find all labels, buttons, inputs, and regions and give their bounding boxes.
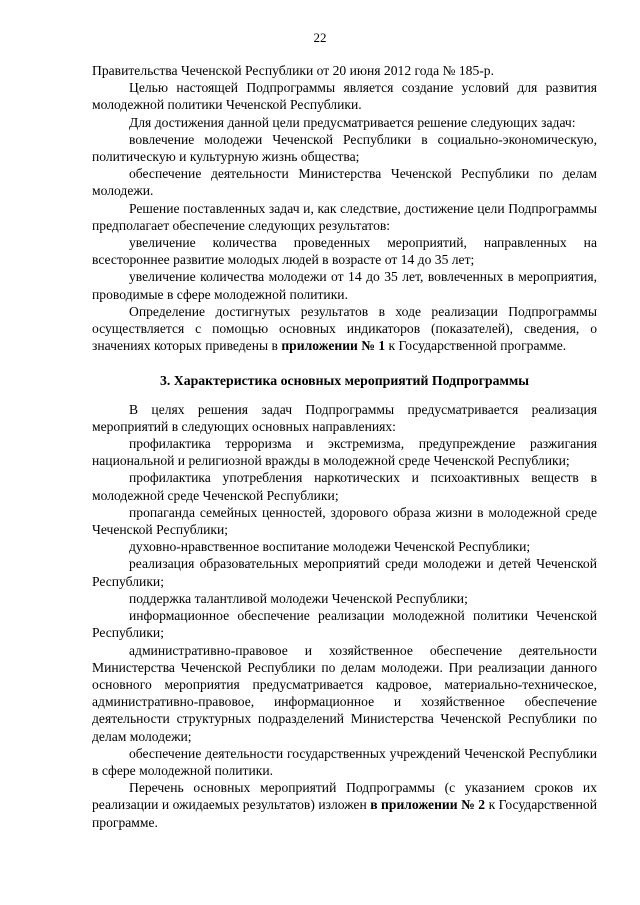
- list-paragraph: [92, 779, 597, 831]
- section-heading: 3. Характеристика основных мероприятий Подпрограммы: [159, 373, 530, 389]
- list-text-before: Перечень основных мероприятий Подпрограммы (с указанием сроков их реализации и ожидаемых результатов) изложен: [92, 780, 597, 813]
- paragraph: Правительства Чеченской Республики от 20 июня 2012 года № 185-р.: [92, 63, 494, 78]
- list-text-after: к Государственной программе.: [92, 797, 597, 830]
- activity-item: профилактика терроризма и экстремизма, предупреждение разжигания национальной и религиозной вражды в молодежной среде Чеченской Республики;: [92, 436, 597, 469]
- paragraph: Решение поставленных задач и, как следствие, достижение цели Подпрограммы предполагает обеспечение следующих результатов:: [92, 200, 597, 233]
- appendix-1-reference: приложении № 1: [281, 338, 386, 354]
- task-item: обеспечение деятельности Министерства Чеченской Республики по делам молодежи.: [92, 166, 597, 199]
- indicators-paragraph: [92, 303, 597, 355]
- appendix-2-reference: в приложении № 2: [370, 797, 486, 813]
- activity-item: информационное обеспечение реализации молодежной политики Чеченской Республики;: [92, 608, 597, 641]
- activity-item: административно-правовое и хозяйственное обеспечение деятельности Министерства Чеченской Республики по делам молодежи. При реализации данного основного мероприятия предусматривается кадровое, материально-техническое, административно-правовое, информационное и хозяйственное обеспечение деятельности структурных подразделений Министерства Чеченской Республики по делам молодежи;: [92, 642, 597, 744]
- activity-item: профилактика употребления наркотических и психоактивных веществ в молодежной среде Чеченской Республики;: [92, 470, 597, 503]
- activity-item: реализация образовательных мероприятий среди молодежи и детей Чеченской Республики;: [92, 556, 597, 589]
- page-number: 22: [313, 30, 327, 45]
- indicators-text-after: к Государственной программе.: [385, 338, 567, 354]
- section-activities: [92, 401, 597, 831]
- paragraph: Целью настоящей Подпрограммы является создание условий для развития молодежной политики Чеченской Республики.: [92, 80, 597, 113]
- paragraph: Для достижения данной цели предусматривается решение следующих задач:: [129, 114, 576, 130]
- activity-item: пропаганда семейных ценностей, здорового образа жизни в молодежной среде Чеченской Республики;: [92, 504, 597, 538]
- result-item: увеличение количества проведенных мероприятий, направленных на всестороннее развитие молодых людей в возрасте от 14 до 35 лет;: [92, 235, 597, 268]
- document-body: [92, 62, 597, 831]
- task-item: вовлечение молодежи Чеченской Республики в социально-экономическую, политическую и культурную жизнь общества;: [92, 131, 597, 165]
- activity-item: духовно-нравственное воспитание молодежи Чеченской Республики;: [129, 539, 531, 555]
- section-goals: [92, 62, 597, 354]
- indicators-text-before: Определение достигнутых результатов в ходе реализации Подпрограммы осуществляется с помощью основных индикаторов (показателей), сведения, о значениях которых приведены в: [92, 303, 597, 354]
- paragraph: В целях решения задач Подпрограммы предусматривается реализация мероприятий в следующих основных направлениях:: [92, 401, 597, 434]
- activity-item: обеспечение деятельности государственных учреждений Чеченской Республики в сфере молодежной политики.: [92, 745, 597, 778]
- result-item: увеличение количества молодежи от 14 до 35 лет, вовлеченных в мероприятия, проводимые в сфере молодежной политики.: [92, 269, 597, 302]
- activity-item: поддержка талантливой молодежи Чеченской Республики;: [129, 590, 468, 606]
